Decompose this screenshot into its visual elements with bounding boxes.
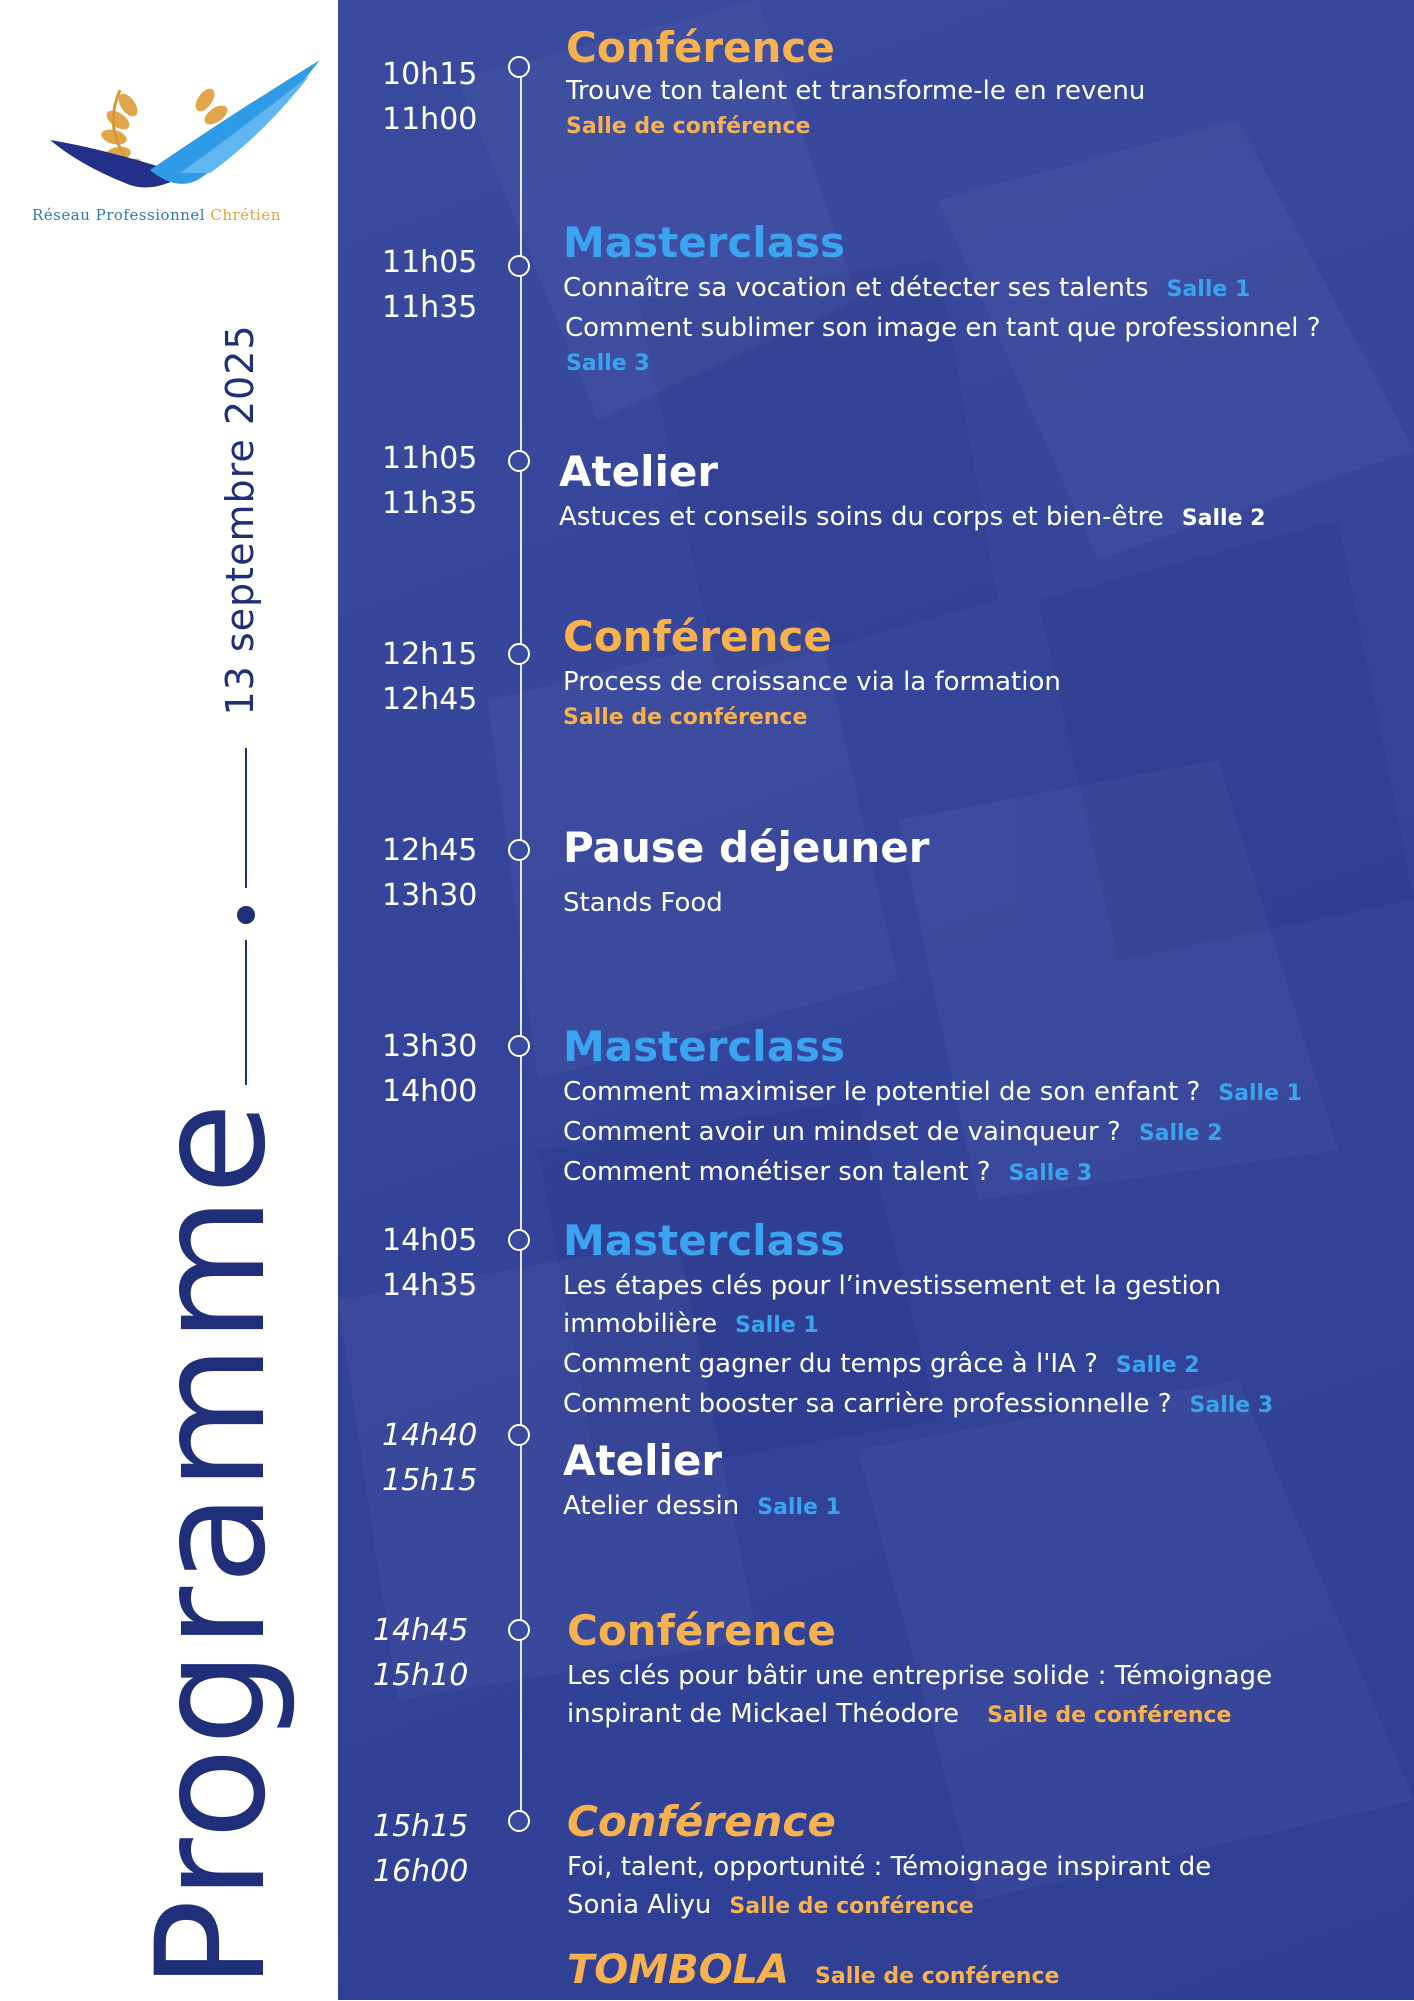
event-room: Salle 1 <box>735 1313 819 1338</box>
timeline-dot <box>508 1035 530 1057</box>
event-content <box>563 611 1363 735</box>
event-title: Comment maximiser le potentiel de son enfant ? <box>563 1077 1201 1107</box>
event-title: Stands Food <box>563 888 723 918</box>
event-line <box>567 1695 1367 1735</box>
event-title: Comment booster sa carrière professionnelle ? <box>563 1389 1172 1419</box>
tombola-label: TOMBOLA <box>567 1947 790 1993</box>
start-time: 14h05 <box>382 1223 478 1258</box>
start-time: 14h40 <box>382 1418 478 1453</box>
event-room: Salle de conférence <box>729 1894 974 1919</box>
event-title: Connaître sa vocation et détecter ses talents <box>563 273 1149 303</box>
event-line <box>563 1153 1363 1193</box>
event-line <box>563 1385 1363 1425</box>
start-time: 12h45 <box>382 833 478 868</box>
event-times <box>382 52 492 142</box>
start-time: 14h45 <box>373 1613 469 1648</box>
event-room: Salle 2 <box>1138 1121 1223 1146</box>
logo-text-part1: Réseau Professionnel <box>32 206 206 224</box>
event-times <box>373 1804 483 1894</box>
event-times <box>382 1218 492 1308</box>
event-content <box>563 1435 1363 1527</box>
event-date: 13 septembre 2025 <box>218 324 262 716</box>
schedule-event <box>0 823 1414 918</box>
event-times <box>373 1608 483 1698</box>
tombola-content <box>567 1944 1367 2001</box>
end-time: 14h35 <box>382 1268 478 1303</box>
schedule-event <box>0 1413 1414 1521</box>
event-content <box>566 22 1366 144</box>
event-room: Salle de conférence <box>987 1703 1232 1728</box>
timeline-line <box>520 68 522 1824</box>
event-times <box>382 1413 492 1503</box>
end-time: 12h45 <box>382 682 478 717</box>
logo-text <box>32 206 352 224</box>
event-times <box>382 1024 492 1114</box>
end-time: 11h35 <box>382 486 478 521</box>
timeline-dot <box>508 1229 530 1251</box>
event-category: Masterclass <box>563 1022 846 1071</box>
event-title: Trouve ton talent et transforme-le en revenu <box>566 76 1146 106</box>
event-times <box>382 436 492 526</box>
event-title: Comment monétiser son talent ? <box>563 1157 991 1187</box>
timeline-dot <box>508 643 530 665</box>
schedule-event <box>0 218 1414 376</box>
event-content <box>567 1605 1367 1735</box>
timeline-dot <box>508 1424 530 1446</box>
schedule-event <box>0 436 1414 532</box>
event-category: Masterclass <box>563 1216 846 1265</box>
event-title: Comment avoir un mindset de vainqueur ? <box>563 1117 1121 1147</box>
tombola-row <box>0 1944 1414 1993</box>
page-title: Programme <box>125 1100 299 1990</box>
tombola-room: Salle de conférence <box>815 1964 1060 1989</box>
start-time: 11h05 <box>382 245 478 280</box>
left-panel <box>0 0 338 2000</box>
event-line <box>559 498 1359 538</box>
event-line <box>563 1113 1363 1153</box>
event-category: Atelier <box>559 447 719 496</box>
schedule-event <box>0 1216 1414 1419</box>
event-category: Conférence <box>567 1606 836 1655</box>
event-times <box>382 828 492 918</box>
event-line <box>563 1305 1363 1345</box>
event-content <box>563 822 1363 922</box>
event-title: Foi, talent, opportunité : Témoignage inspirant de <box>567 1852 1212 1882</box>
event-line <box>563 1487 1363 1527</box>
event-title: Sonia Aliyu <box>567 1890 712 1920</box>
event-category: Pause déjeuner <box>563 823 930 872</box>
schedule-event <box>0 1606 1414 1729</box>
end-time: 15h15 <box>382 1463 478 1498</box>
end-time: 13h30 <box>382 878 478 913</box>
event-content <box>559 446 1359 538</box>
timeline-dot <box>508 839 530 861</box>
schedule-event <box>0 23 1414 139</box>
schedule-event <box>0 612 1414 730</box>
event-room: Salle 3 <box>566 351 650 376</box>
start-time: 10h15 <box>382 57 478 92</box>
event-times <box>382 240 492 330</box>
end-time: 11h35 <box>382 290 478 325</box>
event-room: Salle de conférence <box>566 114 811 139</box>
start-time: 11h05 <box>382 441 478 476</box>
event-title: immobilière <box>563 1309 718 1339</box>
event-room: Salle 1 <box>1218 1081 1302 1106</box>
event-line <box>563 1345 1363 1385</box>
event-line <box>563 1073 1363 1113</box>
event-times <box>382 632 492 722</box>
event-room: Salle 3 <box>1008 1161 1093 1186</box>
timeline-dot <box>508 255 530 277</box>
timeline-dot <box>508 1619 530 1641</box>
schedule-event <box>0 1022 1414 1187</box>
event-room: Salle de conférence <box>563 705 808 730</box>
event-line <box>563 269 1363 309</box>
end-time: 14h00 <box>382 1074 478 1109</box>
end-time: 11h00 <box>382 102 478 137</box>
event-room: Salle 1 <box>757 1495 841 1520</box>
event-title: Les étapes clés pour l’investissement et la gestion <box>563 1271 1222 1301</box>
event-content <box>567 1796 1367 1926</box>
event-content <box>563 1021 1363 1193</box>
schedule-event <box>0 1797 1414 1920</box>
event-category: Masterclass <box>563 218 846 267</box>
start-time: 15h15 <box>373 1809 469 1844</box>
event-title: Comment sublimer son image en tant que professionnel ? <box>565 313 1321 343</box>
event-title: Astuces et conseils soins du corps et bien-être <box>559 502 1164 532</box>
event-title: Comment gagner du temps grâce à l'IA ? <box>563 1349 1098 1379</box>
timeline-dot <box>508 1810 530 1832</box>
end-time: 15h10 <box>373 1658 469 1693</box>
decorative-line <box>245 940 247 1085</box>
event-room: Salle 1 <box>1166 277 1251 302</box>
event-category: Conférence <box>563 612 832 661</box>
timeline-dot <box>508 56 530 78</box>
event-title: inspirant de Mickael Théodore <box>567 1699 960 1729</box>
event-room: Salle 2 <box>1181 506 1266 531</box>
end-time: 16h00 <box>373 1854 469 1889</box>
tombola-line <box>567 1944 1367 2001</box>
event-category: Conférence <box>566 23 835 72</box>
logo-text-part2: Chrétien <box>210 206 281 224</box>
decorative-line <box>245 748 247 888</box>
timeline-dot <box>508 450 530 472</box>
event-content <box>563 1215 1363 1425</box>
event-content <box>563 217 1363 381</box>
event-title: Atelier dessin <box>563 1491 740 1521</box>
event-category: Atelier <box>563 1436 723 1485</box>
start-time: 12h15 <box>382 637 478 672</box>
event-room: Salle 2 <box>1115 1353 1200 1378</box>
event-line <box>567 1886 1367 1926</box>
event-title: Les clés pour bâtir une entreprise solide : Témoignage <box>567 1661 1273 1691</box>
event-room: Salle 3 <box>1189 1393 1274 1418</box>
decorative-dot <box>237 906 255 924</box>
event-title: Process de croissance via la formation <box>563 667 1061 697</box>
start-time: 13h30 <box>382 1029 478 1064</box>
event-category: Conférence <box>567 1797 836 1846</box>
